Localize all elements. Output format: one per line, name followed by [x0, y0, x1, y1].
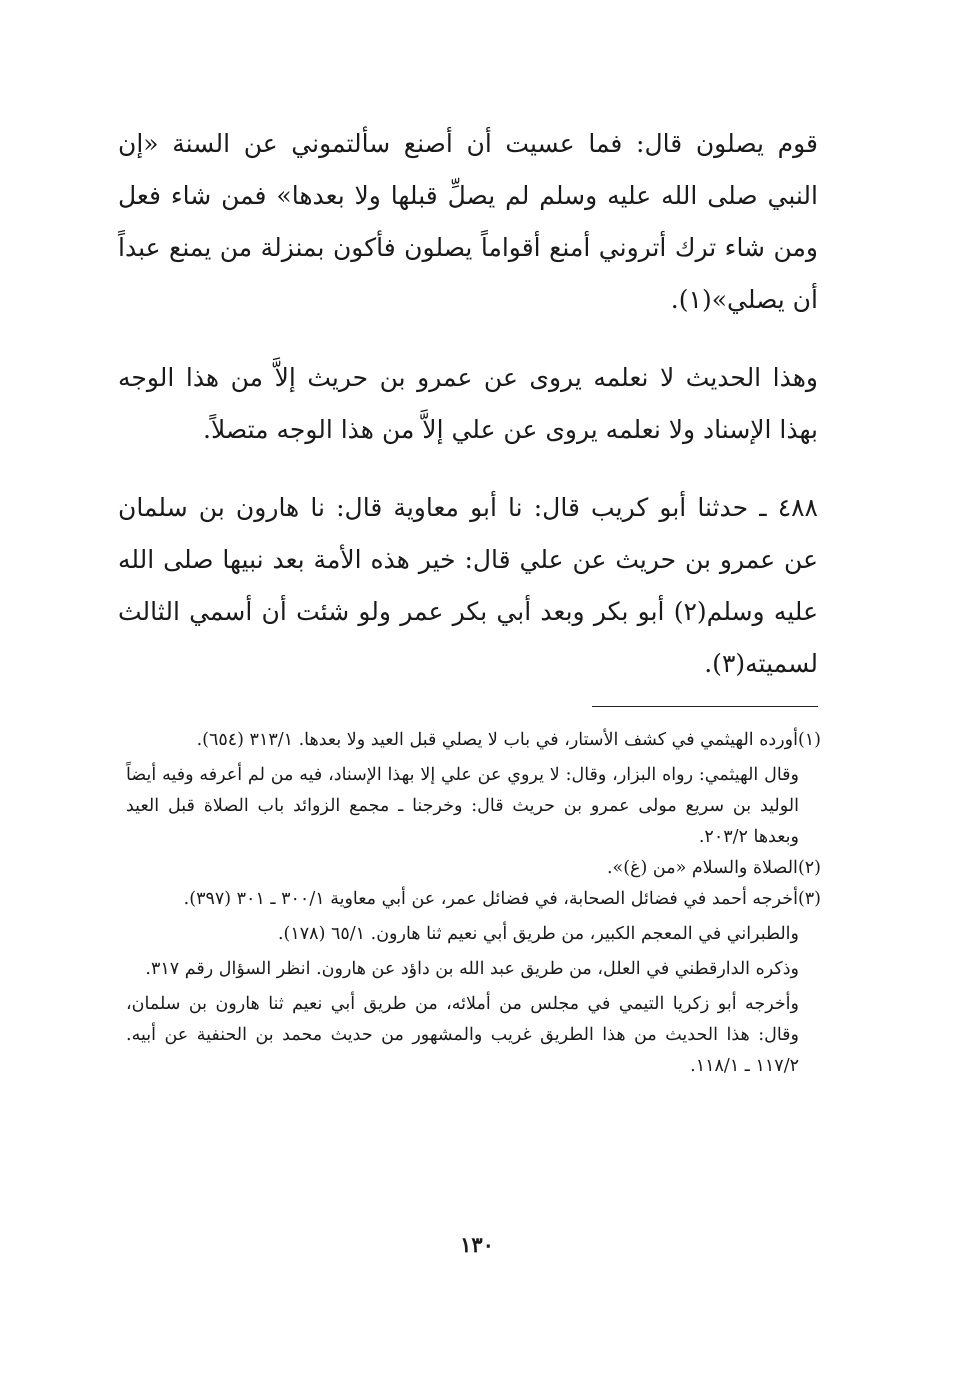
- footnote-3-tabarani: والطبراني في المعجم الكبير، من طريق أبي نعيم ثنا هارون. ٦٥/١ (١٧٨).: [277, 924, 799, 944]
- footnote-1-continuation: وقال الهيثمي: رواه البزار، وقال: لا يروي عن علي إلا بهذا الإسناد، فيه من لم أعرفه وفيه أيضاً الوليد بن سريع مولى عمرو بن حريث قال: وخرجنا ـ مجمع الزوائد باب الصلاة قبل العيد وبعدها ٢٠٣/٢.: [126, 765, 799, 847]
- footnote-number: (١): [797, 730, 821, 750]
- footnote-3-daraqutni: وذكره الدارقطني في العلل، من طريق عبد الله بن داؤد عن هارون. انظر السؤال رقم ٣١٧.: [145, 959, 799, 979]
- page-number: ١٣٠: [460, 1232, 494, 1257]
- paragraph-3: ٤٨٨ ـ حدثنا أبو كريب قال: نا أبو معاوية قال: نا هارون بن سلمان عن عمرو بن حريث عن علي قال: خير هذه الأمة بعد نبيها صلى الله عليه وسلم(٢) أبو بكر وبعد أبي بكر عمر ولو شئت أن أسمي الثالث لسميته(٣).: [118, 493, 818, 678]
- footnote-text: أورده الهيثمي في كشف الأستار، في باب لا يصلي قبل العيد ولا بعدها. ٣١٣/١ (٦٥٤).: [196, 730, 798, 750]
- footnote-text: الصلاة والسلام «من (غ)».: [606, 858, 798, 878]
- footnote-number: (٣): [797, 889, 821, 909]
- footnote-1: [126, 725, 821, 756]
- paragraph-1: قوم يصلون قال: فما عسيت أن أصنع سألتموني عن السنة «إن النبي صلى الله عليه وسلم لم يصلِّ قبلها ولا بعدها» فمن شاء فعل ومن شاء ترك أتروني أمنع أقواماً يصلون فأكون بمنزلة من يمنع عبداً أن يصلي»(١).: [118, 129, 818, 314]
- footnote-2: [126, 853, 821, 884]
- footnote-number: (٢): [797, 858, 821, 878]
- main-text: [118, 118, 818, 716]
- footnote-3-taymi: وأخرجه أبو زكريا التيمي في مجلس من أملائه، من طريق أبي نعيم ثنا هارون بن سلمان، وقال: هذا الحديث من هذا الطريق غريب والمشهور من حديث محمد بن الحنفية عن أبيه. ١١٧/٢ ـ ١١٨/١.: [126, 994, 799, 1076]
- footnote-text: أخرجه أحمد في فضائل الصحابة، في فضائل عمر، عن أبي معاوية ٣٠٠/١ ـ ٣٠١ (٣٩٧).: [183, 889, 798, 909]
- footnote-separator: [592, 706, 818, 707]
- footnote-3: [126, 884, 821, 915]
- footnotes: [126, 725, 821, 1082]
- paragraph-2: وهذا الحديث لا نعلمه يروى عن عمرو بن حريث إلاَّ من هذا الوجه بهذا الإسناد ولا نعلمه يروى عن علي إلاَّ من هذا الوجه متصلاً.: [118, 363, 818, 444]
